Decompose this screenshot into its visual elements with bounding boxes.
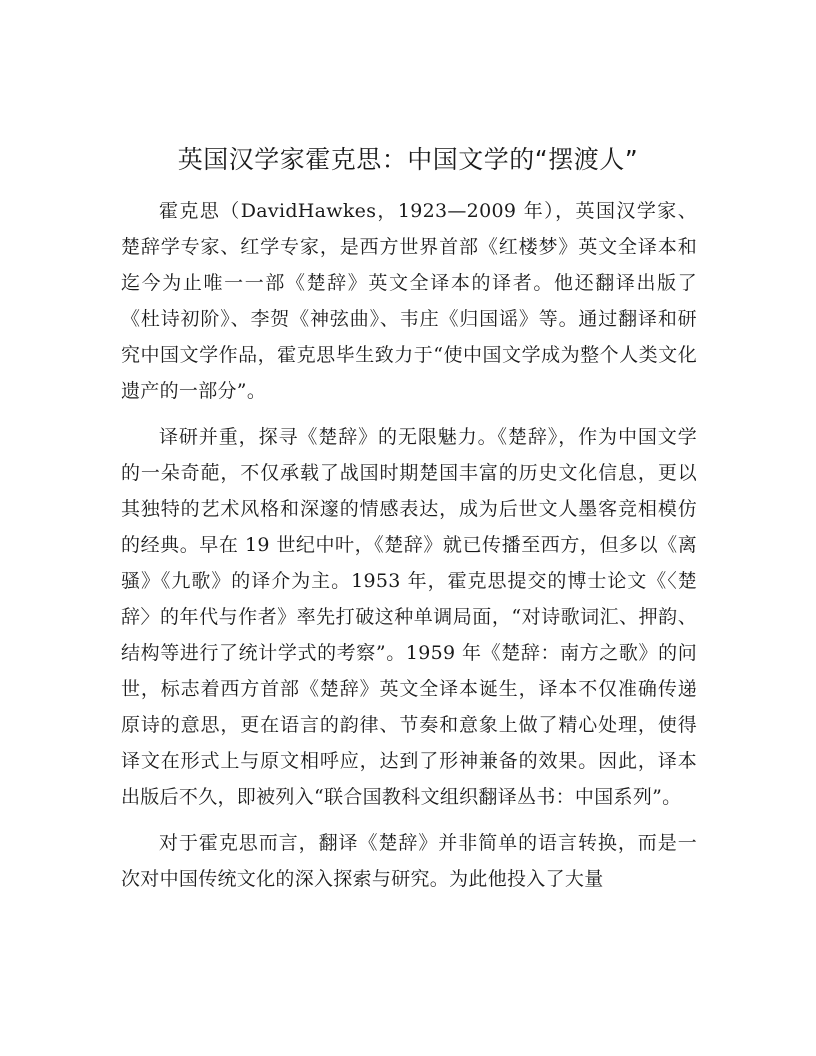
paragraph-intro: 霍克思（DavidHawkes，1923—2009 年），英国汉学家、楚辞学专家、红学专家，是西方世界首部《红楼梦》英文全译本和迄今为止唯一一部《楚辞》英文全译本的译者。他还翻译出版了《杜诗初阶》、李贺《神弦曲》、韦庄《归国谣》等。通过翻译和研究中国文学作品，霍克思毕生致力于“使中国文学成为整个人类文化遗产的一部分”。	[121, 200, 697, 402]
paragraph-chuci-translation: 译研并重，探寻《楚辞》的无限魅力。《楚辞》，作为中国文学的一朵奇葩，不仅承载了战国时期楚国丰富的历史文化信息，更以其独特的艺术风格和深邃的情感表达，成为后世文人墨客竞相模仿的经典。早在 19 世纪中叶，《楚辞》就已传播至西方，但多以《离骚》《九歌》的译介为主。1953 年，霍克思提交的博士论文《〈楚辞〉的年代与作者》率先打破这种单调局面，“对诗歌词汇、押韵、结构等进行了统计学式的考察”。1959 年《楚辞：南方之歌》的问世，标志着西方首部《楚辞》英文全译本诞生，译本不仅准确传递原诗的意思，更在语言的韵律、节奏和意象上做了精心处理，使得译文在形式上与原文相呼应，达到了形神兼备的效果。因此，译本出版后不久，即被列入“联合国教科文组织翻译丛书：中国系列”。	[121, 426, 697, 808]
document-title: 英国汉学家霍克思：中国文学的“摆渡人”	[177, 145, 639, 174]
document-body	[121, 193, 697, 907]
paragraph-cultural-exploration: 对于霍克思而言，翻译《楚辞》并非简单的语言转换，而是一次对中国传统文化的深入探索与研究。为此他投入了大量	[121, 832, 697, 890]
